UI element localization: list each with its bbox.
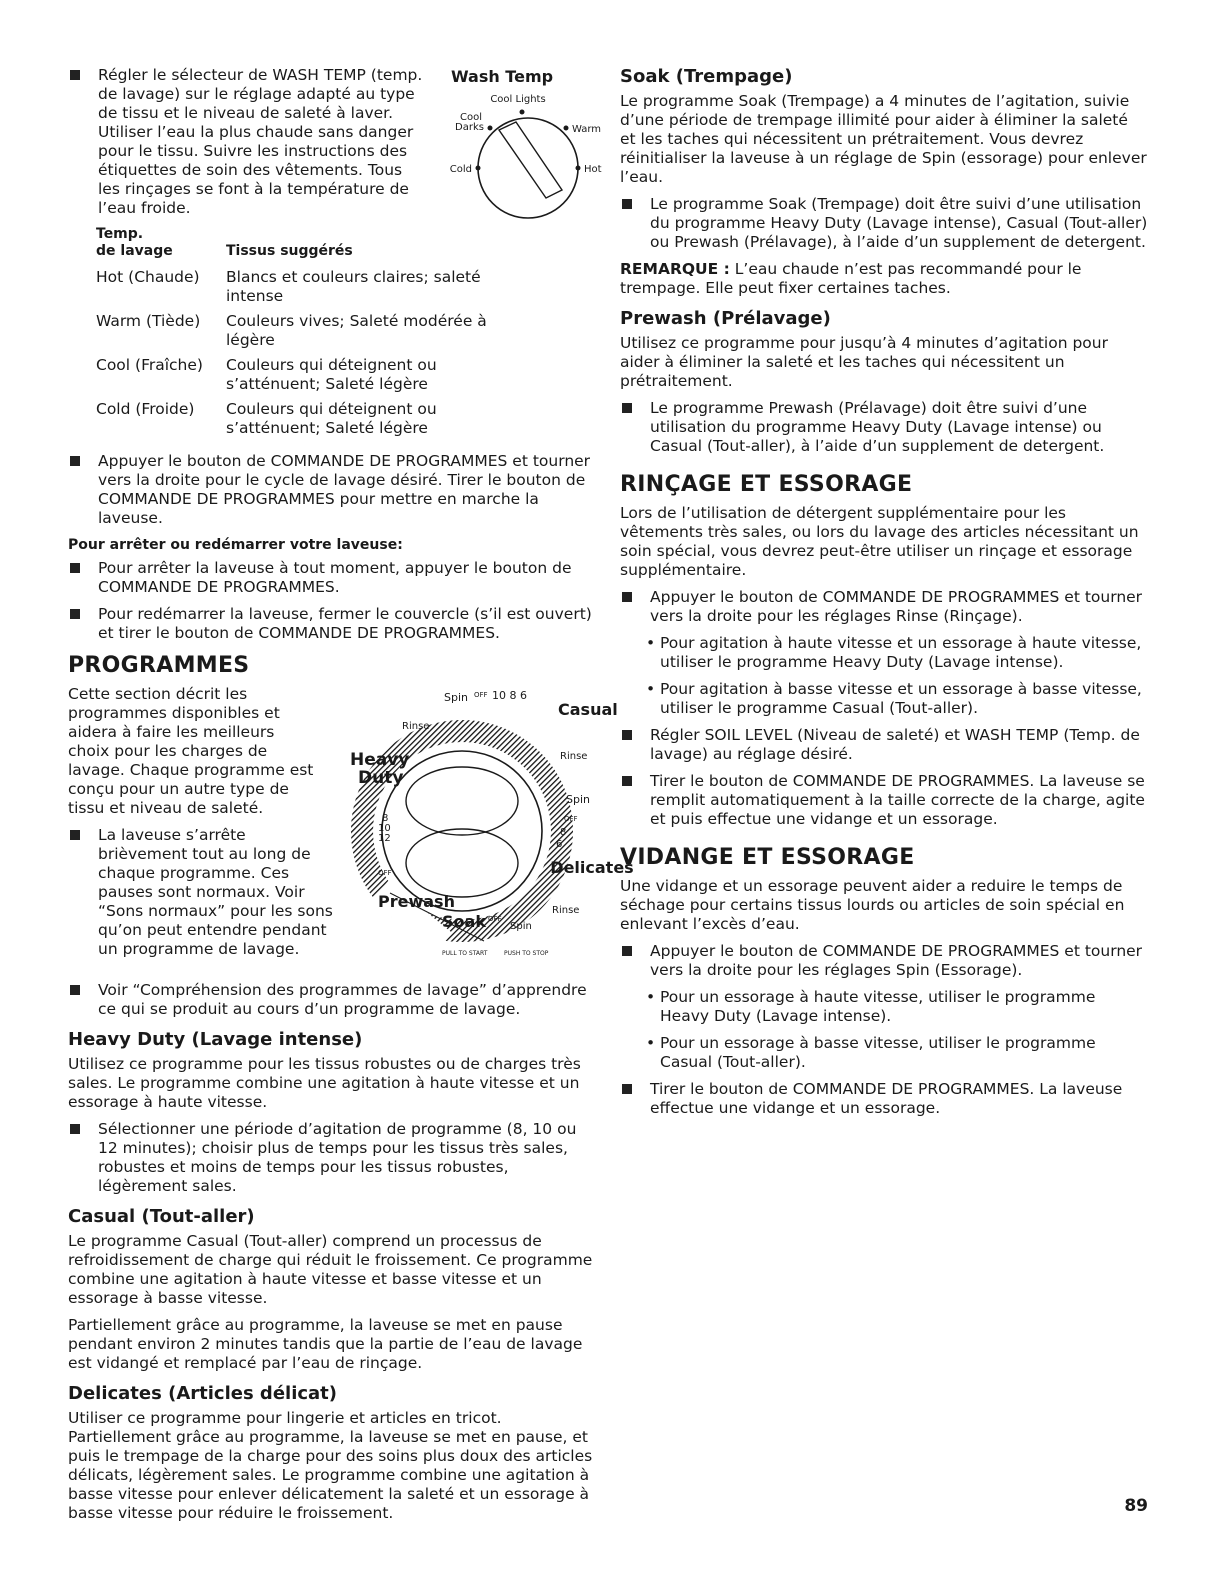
cycle-dial-illustration: [294, 685, 634, 981]
wash-dial-cool-lights: Cool Lights: [490, 94, 546, 105]
dial-soak: Soak: [442, 912, 486, 931]
dial-inner: [382, 751, 542, 911]
delicates-heading: Delicates (Articles délicat): [68, 1383, 338, 1404]
soak-instruction: Le programme Soak (Trempage) doit être suivi d’une utilisation du programme Heavy Duty (Lavage intense), Casual (Tout-aller) ou Prewash (Prélavage), à l’aide d’un supplement de detergent.: [620, 195, 1148, 252]
prewash-instruction: Le programme Prewash (Prélavage) doit être suivi d’une utilisation du programme Heavy Duty (Lavage intense) ou Casual (Tout-aller), à l’aide d’un supplement de detergent.: [620, 399, 1148, 456]
wash-dial-title: Wash Temp: [450, 67, 554, 86]
prewash-heading: Prewash (Prélavage): [620, 308, 831, 329]
remark-label: REMARQUE :: [620, 260, 730, 278]
dial-duty: Duty: [358, 768, 404, 788]
dial-spin-right: Spin: [566, 793, 590, 806]
drain-sub-1: • Pour un essorage à haute vitesse, utiliser le programme Heavy Duty (Lavage intense).: [620, 988, 1148, 1026]
dial-off-left: OFF: [378, 869, 392, 877]
soak-remark: [620, 260, 1148, 298]
table-row: Warm (Tiède) Couleurs vives; Saleté modérée à légère: [96, 312, 487, 349]
dial-push-to-stop: PUSH TO STOP: [504, 950, 549, 957]
cycle-knob-instruction: Appuyer le bouton de COMMANDE DE PROGRAMMES et tourner vers la droite pour le cycle de lavage désiré. Tirer le bouton de COMMANDE DE PROGRAMMES pour mettre en marche la laveuse.: [68, 452, 596, 528]
wash-dial-hot: Hot: [584, 164, 602, 175]
fabric-header: Tissus suggérés: [226, 243, 353, 259]
wash-temp-table: [96, 226, 526, 444]
rinse-spin-text: Lors de l’utilisation de détergent supplémentaire pour les vêtements très sales, ou lors du lavage des articles nécessitant un soin spécial, vous devrez peut-être utiliser un rinçage et essorage supplémentaire.: [620, 504, 1139, 579]
wash-dial-cold: Cold: [449, 164, 472, 175]
drain-spin-heading: VIDANGE ET ESSORAGE: [620, 845, 915, 870]
temp-header: Temp. de lavage: [96, 226, 173, 259]
restart-instruction: Pour redémarrer la laveuse, fermer le couvercle (s’il est ouvert) et tirer le bouton de COMMANDE DE PROGRAMMES.: [68, 605, 596, 643]
dial-dot: [488, 126, 493, 131]
dial-num-8-right: 8: [560, 827, 567, 838]
dial-num-8-left: 8: [382, 813, 389, 824]
soak-heading: Soak (Trempage): [620, 66, 793, 87]
rinse-instruction-1: Appuyer le bouton de COMMANDE DE PROGRAMMES et tourner vers la droite pour les réglages Rinse (Rinçage).: [620, 588, 1148, 626]
dial-delicates: Delicates: [550, 858, 634, 877]
delicates-text: Utiliser ce programme pour lingerie et articles en tricot. Partiellement grâce au programme, la laveuse se met en pause, et puis le trempage de la charge pour des soins plus doux des articles délicats, légèrement sales. Le programme combine une agitation à basse vitesse pour enlever délicatement la saleté et un essorage à basse vitesse pour réduire le froissement.: [68, 1409, 593, 1522]
drain-spin-text: Une vidange et un essorage peuvent aider a reduire le temps de séchage pour certains tissus lourds ou articles de soin spécial en enlevant l’excès d’eau.: [620, 877, 1125, 933]
wash-dial-cool: Cool: [460, 112, 482, 123]
dial-off-right: OFF: [564, 815, 578, 823]
stop-instruction: Pour arrêter la laveuse à tout moment, appuyer le bouton de COMMANDE DE PROGRAMMES.: [68, 559, 596, 597]
wash-temp-section: [68, 66, 602, 220]
left-column: [68, 66, 634, 1531]
dial-off-top: OFF: [474, 691, 488, 699]
soak-text: Le programme Soak (Trempage) a 4 minutes de l’agitation, suivie d’une période de trempage illimité pour aider à éliminer la saleté et les taches qui nécessitent un prétraitement. Vous devrez réinitialiser la laveuse à un réglage de Spin (essorage) pour enlever l’eau.: [620, 92, 1147, 186]
programmes-intro: Cette section décrit les programmes disponibles et aidera à faire les meilleurs choix pour les charges de lavage. Chaque programme est conçu pour un autre type de tissu et niveau de saleté.: [68, 685, 314, 817]
drain-sub-2: • Pour un essorage à basse vitesse, utiliser le programme Casual (Tout-aller).: [620, 1034, 1148, 1072]
wash-dial-warm: Warm: [572, 124, 602, 135]
dial-nums-top: 10 8 6: [492, 689, 527, 702]
casual-text-1: Le programme Casual (Tout-aller) comprend un processus de refroidissement de charge qui réduit le froissement. Ce programme combine une agitation à haute vitesse et basse vitesse et un essorage à basse vitesse.: [68, 1232, 593, 1307]
knob-pointer: [499, 122, 562, 198]
dial-num-6-right: 6: [556, 839, 563, 850]
dial-num-12-left: 12: [378, 833, 391, 844]
table-row: Cool (Fraîche) Couleurs qui déteignent ou s’atténuent; Saleté légère: [96, 356, 437, 393]
dial-heavy: Heavy: [350, 750, 410, 770]
dial-pull-to-start: PULL TO START: [442, 950, 488, 957]
wash-temp-knob: [478, 118, 578, 218]
rinse-spin-heading: RINÇAGE ET ESSORAGE: [620, 472, 913, 497]
dial-rinse-bottom: Rinse: [552, 905, 580, 916]
wash-temp-dial-illustration: [398, 66, 608, 220]
drain-instruction-1: Appuyer le bouton de COMMANDE DE PROGRAMMES et tourner vers la droite pour les réglages Spin (Essorage).: [620, 942, 1148, 980]
dial-spin-bottom: Spin: [510, 921, 532, 932]
stop-restart-heading: Pour arrêter ou redémarrer votre laveuse:: [68, 537, 403, 553]
dial-num-10-left: 10: [378, 823, 391, 834]
programmes-section: [68, 685, 634, 981]
programmes-heading: PROGRAMMES: [68, 653, 250, 678]
page-number: 89: [1124, 1496, 1148, 1516]
heavy-duty-instruction: Sélectionner une période d’agitation de programme (8, 10 ou 12 minutes); choisir plus de temps pour les tissus très sales, robustes et moins de temps pour les tissus robustes, légèrement sales.: [68, 1120, 596, 1196]
dial-prewash: Prewash: [378, 892, 455, 911]
table-row: Hot (Chaude) Blancs et couleurs claires; saleté intense: [96, 268, 481, 305]
heavy-duty-text: Utilisez ce programme pour les tissus robustes ou de charges très sales. Le programme combine une agitation à haute vitesse et un essorage à haute vitesse.: [68, 1055, 581, 1111]
dial-casual: Casual: [558, 700, 618, 719]
remark-text: L’eau chaude n’est pas recommandé pour le trempage. Elle peut fixer certaines taches.: [620, 260, 1082, 297]
cycle-understanding-note: Voir “Compréhension des programmes de lavage” d’apprendre ce qui se produit au cours d’un programme de lavage.: [68, 981, 596, 1019]
dial-rinse-left: Rinse: [402, 721, 430, 732]
dial-off-bottom: OFF: [488, 915, 502, 923]
table-row: Cold (Froide) Couleurs qui déteignent ou s’atténuent; Saleté légère: [96, 400, 437, 437]
heavy-duty-heading: Heavy Duty (Lavage intense): [68, 1029, 363, 1050]
wash-temp-instruction: Régler le sélecteur de WASH TEMP (temp. de lavage) sur le réglage adapté au type de tissu et le niveau de saleté à laver. Utiliser l’eau la plus chaude sans danger pour le tissu. Suivre les instructions des étiquettes de soin des vêtements. Tous les rinçages se font à la température de l’eau froide.: [68, 66, 424, 218]
dial-spin-top: Spin: [444, 691, 468, 704]
wash-dial-darks: Darks: [455, 122, 484, 133]
casual-heading: Casual (Tout-aller): [68, 1206, 255, 1227]
rinse-sub-1: • Pour agitation à haute vitesse et un essorage à haute vitesse, utiliser le programme Heavy Duty (Lavage intense).: [620, 634, 1148, 672]
right-column: [620, 66, 1148, 1126]
dial-rinse-right: Rinse: [560, 751, 588, 762]
rinse-instruction-2: Régler SOIL LEVEL (Niveau de saleté) et WASH TEMP (Temp. de lavage) au réglage désiré.: [620, 726, 1148, 764]
rinse-instruction-3: Tirer le bouton de COMMANDE DE PROGRAMMES. La laveuse se remplit automatiquement à la taille correcte de la charge, agite et puis effectue une vidange et un essorage.: [620, 772, 1148, 829]
drain-instruction-2: Tirer le bouton de COMMANDE DE PROGRAMMES. La laveuse effectue une vidange et un essorage.: [620, 1080, 1148, 1118]
dial-dot: [564, 126, 569, 131]
pause-note: La laveuse s’arrête brièvement tout au long de chaque programme. Ces pauses sont normaux. Voir “Sons normaux” pour les sons qu’on peut entendre pendant un programme de lavage.: [68, 826, 338, 959]
casual-text-2: Partiellement grâce au programme, la laveuse se met en pause pendant environ 2 minutes tandis que la partie de l’eau de lavage est vidangé et remplacé par l’eau de rinçage.: [68, 1316, 583, 1372]
dial-dot: [520, 110, 525, 115]
prewash-text: Utilisez ce programme pour jusqu’à 4 minutes d’agitation pour aider à éliminer la saleté et les taches qui nécessitent un prétraitement.: [620, 334, 1108, 390]
rinse-sub-2: • Pour agitation à basse vitesse et un essorage à basse vitesse, utiliser le programme Casual (Tout-aller).: [620, 680, 1148, 718]
